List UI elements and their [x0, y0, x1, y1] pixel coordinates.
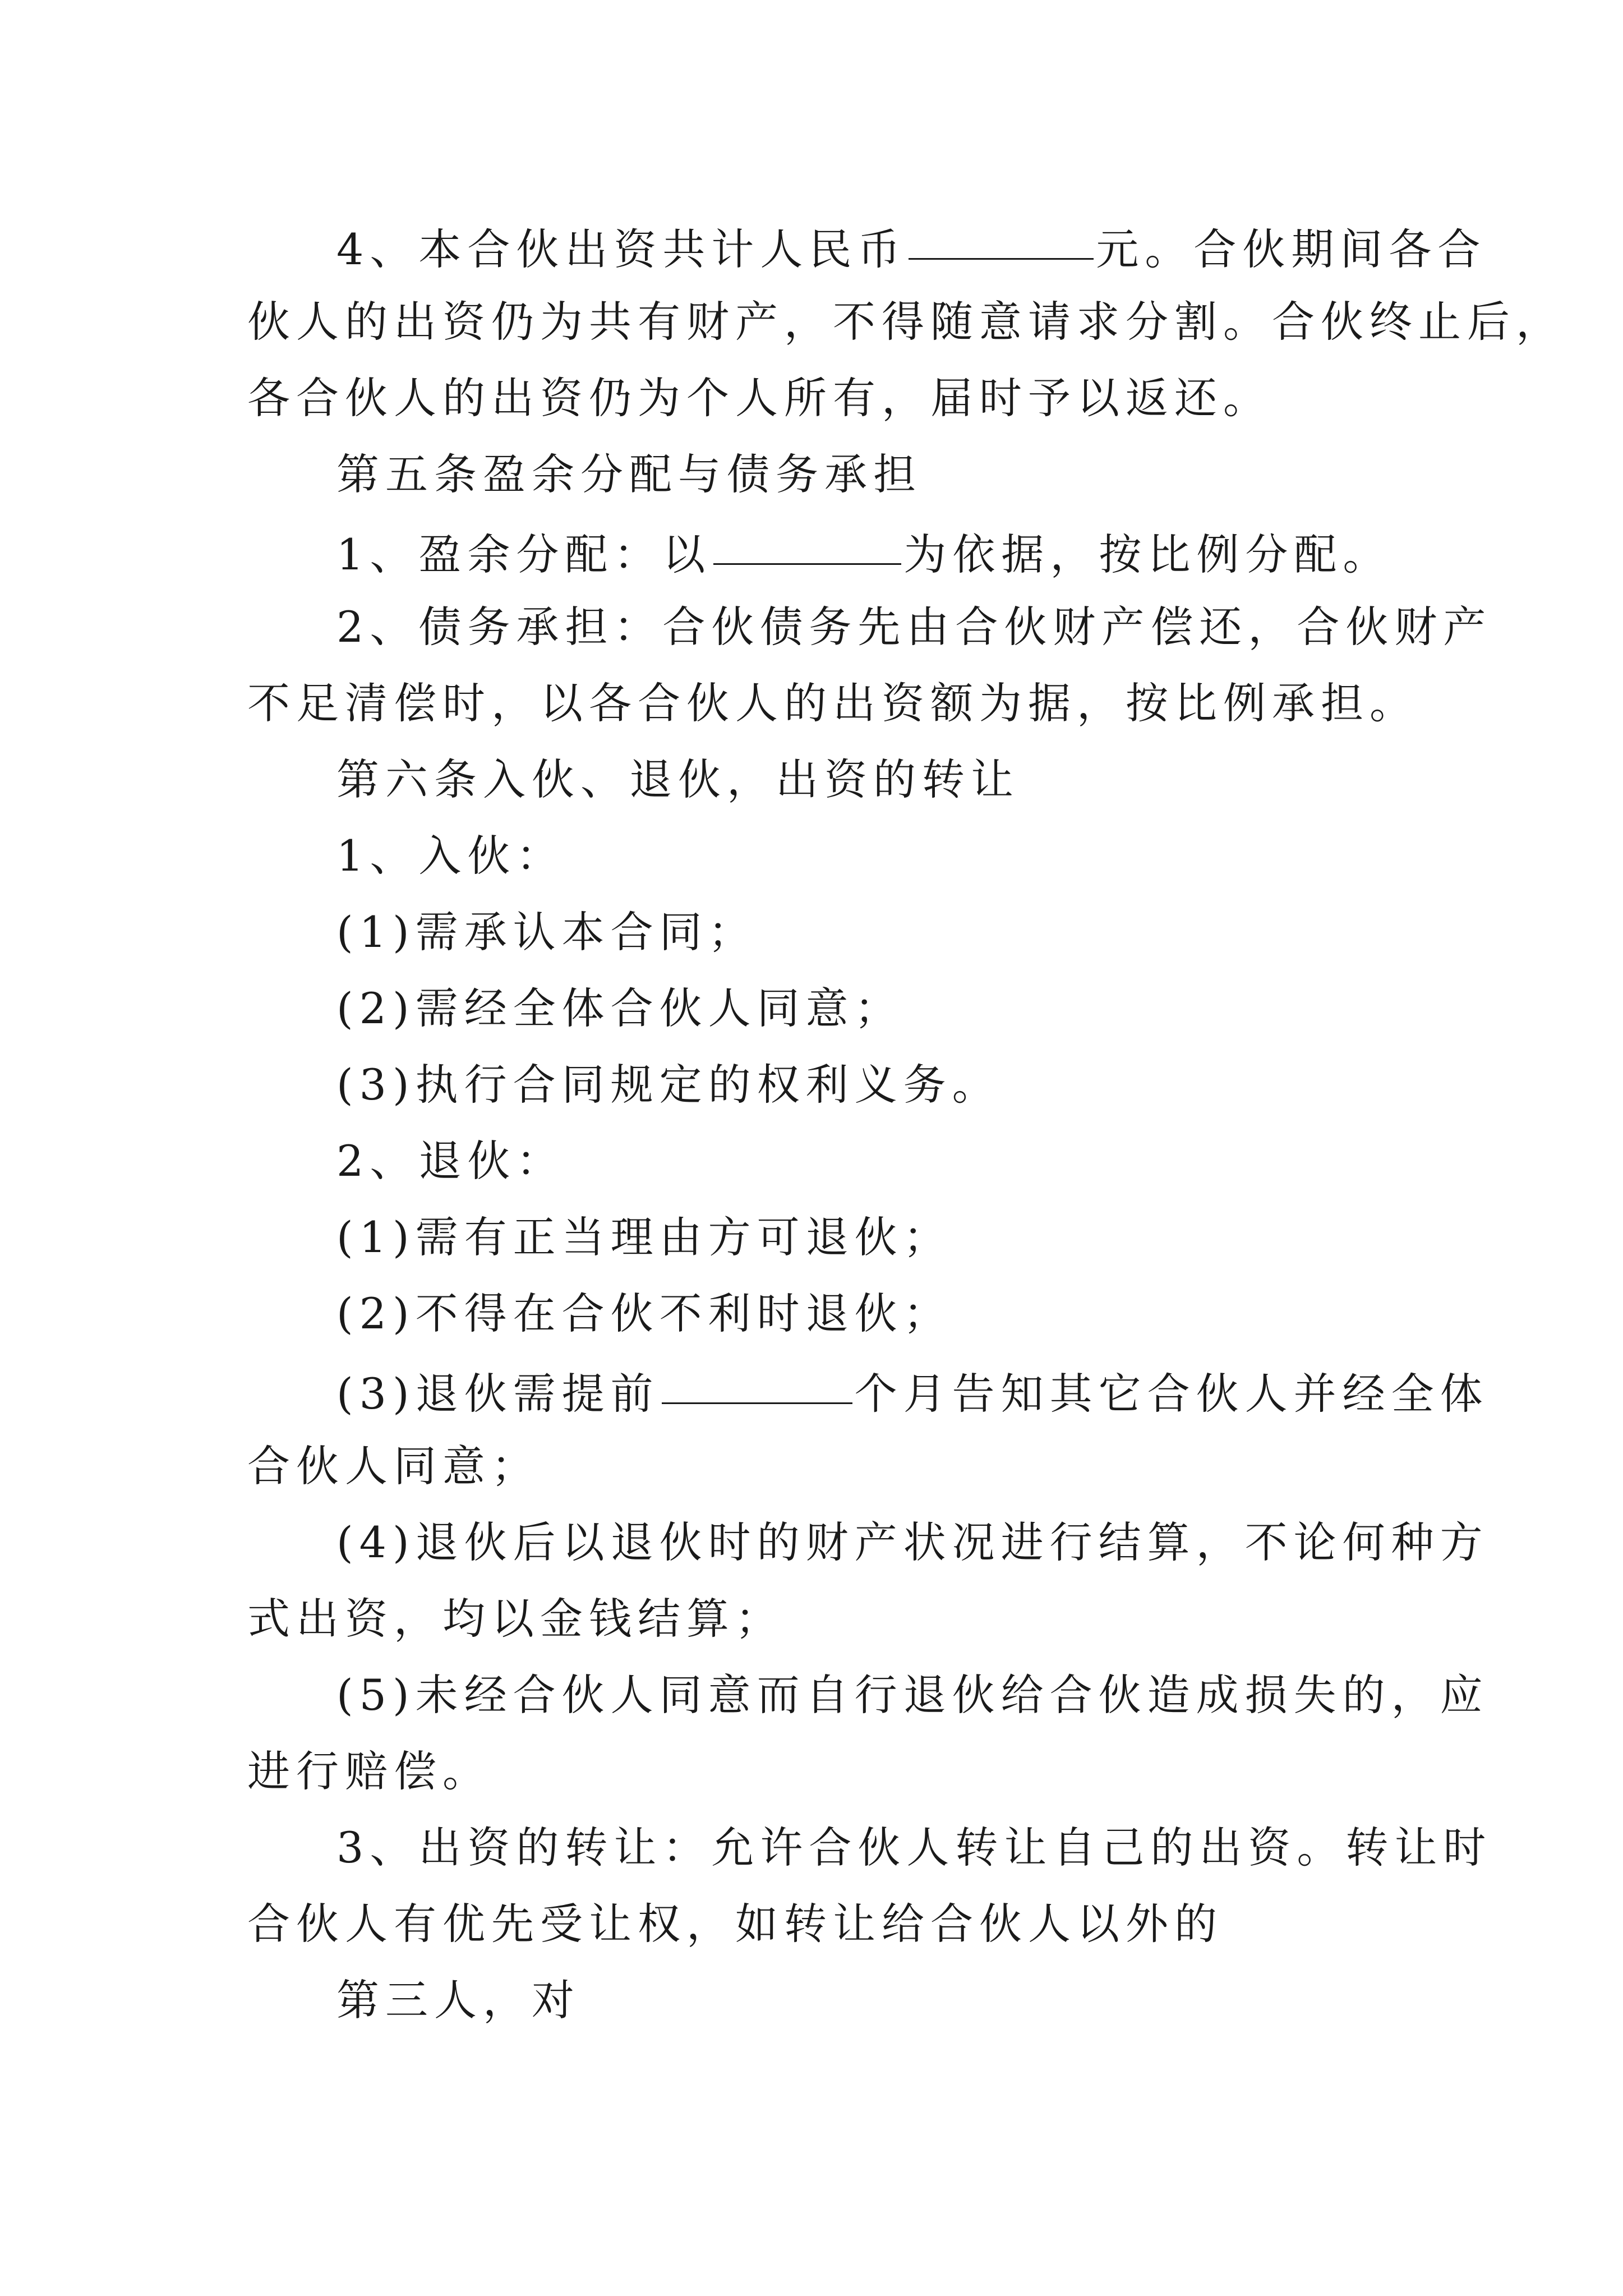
transfer-clause-line-1: 3、出资的转让：允许合伙人转让自己的出资。转让时 [336, 1823, 1492, 1872]
withdraw-item-1: (1)需有正当理由方可退伙； [336, 1212, 952, 1262]
contribution-clause-line-2: 伙人的出资仍为共有财产，不得随意请求分割。合伙终止后， [247, 297, 1565, 347]
third-party-line: 第三人，对 [336, 1975, 580, 2025]
join-item-2: (2)需经全体合伙人同意； [336, 983, 903, 1033]
withdraw-item-3-line-2: 合伙人同意； [247, 1441, 540, 1491]
join-item-1: (1)需承认本合同； [336, 907, 757, 957]
withdraw-item-4-line-1: (4)退伙后以退伙时的财产状况进行结算，不论何种方 [336, 1517, 1489, 1567]
withdraw-item-2: (2)不得在合伙不利时退伙； [336, 1289, 952, 1338]
profit-text: 1、盈余分配：以 [336, 530, 712, 579]
join-item-3: (3)执行合同规定的权利义务。 [336, 1060, 1001, 1110]
profit-basis-blank [713, 518, 901, 565]
withdraw-item-5-line-1: (5)未经合伙人同意而自行退伙给合伙造成损失的，应 [336, 1670, 1489, 1720]
withdraw-notice-text: (3)退伙需提前 [336, 1369, 660, 1419]
withdraw-item-3-line-1 [336, 1362, 1489, 1422]
contribution-text: 4、本合伙出资共计人民币 [336, 224, 907, 274]
debt-clause-line-1: 2、债务承担：合伙债务先由合伙财产偿还，合伙财产 [336, 602, 1492, 652]
contribution-clause-line-1 [336, 218, 1486, 278]
withdraw-item-4-line-2: 式出资，均以金钱结算； [247, 1594, 784, 1644]
profit-distribution-clause [336, 523, 1391, 583]
article-6-heading: 第六条入伙、退伙，出资的转让 [336, 754, 1020, 804]
article-5-heading: 第五条盈余分配与债务承担 [336, 449, 922, 499]
contribution-clause-line-3: 各合伙人的出资仍为个人所有，届时予以返还。 [247, 373, 1272, 423]
join-heading: 1、入伙： [336, 831, 565, 881]
profit-text-after: 为依据，按比例分配。 [903, 530, 1392, 579]
contribution-text-after: 元。合伙期间各合 [1096, 224, 1487, 274]
transfer-clause-line-2: 合伙人有优先受让权，如转让给合伙人以外的 [247, 1899, 1223, 1949]
notice-months-blank [662, 1358, 852, 1404]
contribution-amount-blank [909, 213, 1094, 260]
withdraw-item-5-line-2: 进行赔偿。 [247, 1746, 491, 1796]
debt-clause-line-2: 不足清偿时，以各合伙人的出资额为据，按比例承担。 [247, 678, 1418, 728]
withdraw-notice-text-after: 个月告知其它合伙人并经全体 [854, 1369, 1489, 1419]
withdraw-heading: 2、退伙： [336, 1136, 565, 1186]
